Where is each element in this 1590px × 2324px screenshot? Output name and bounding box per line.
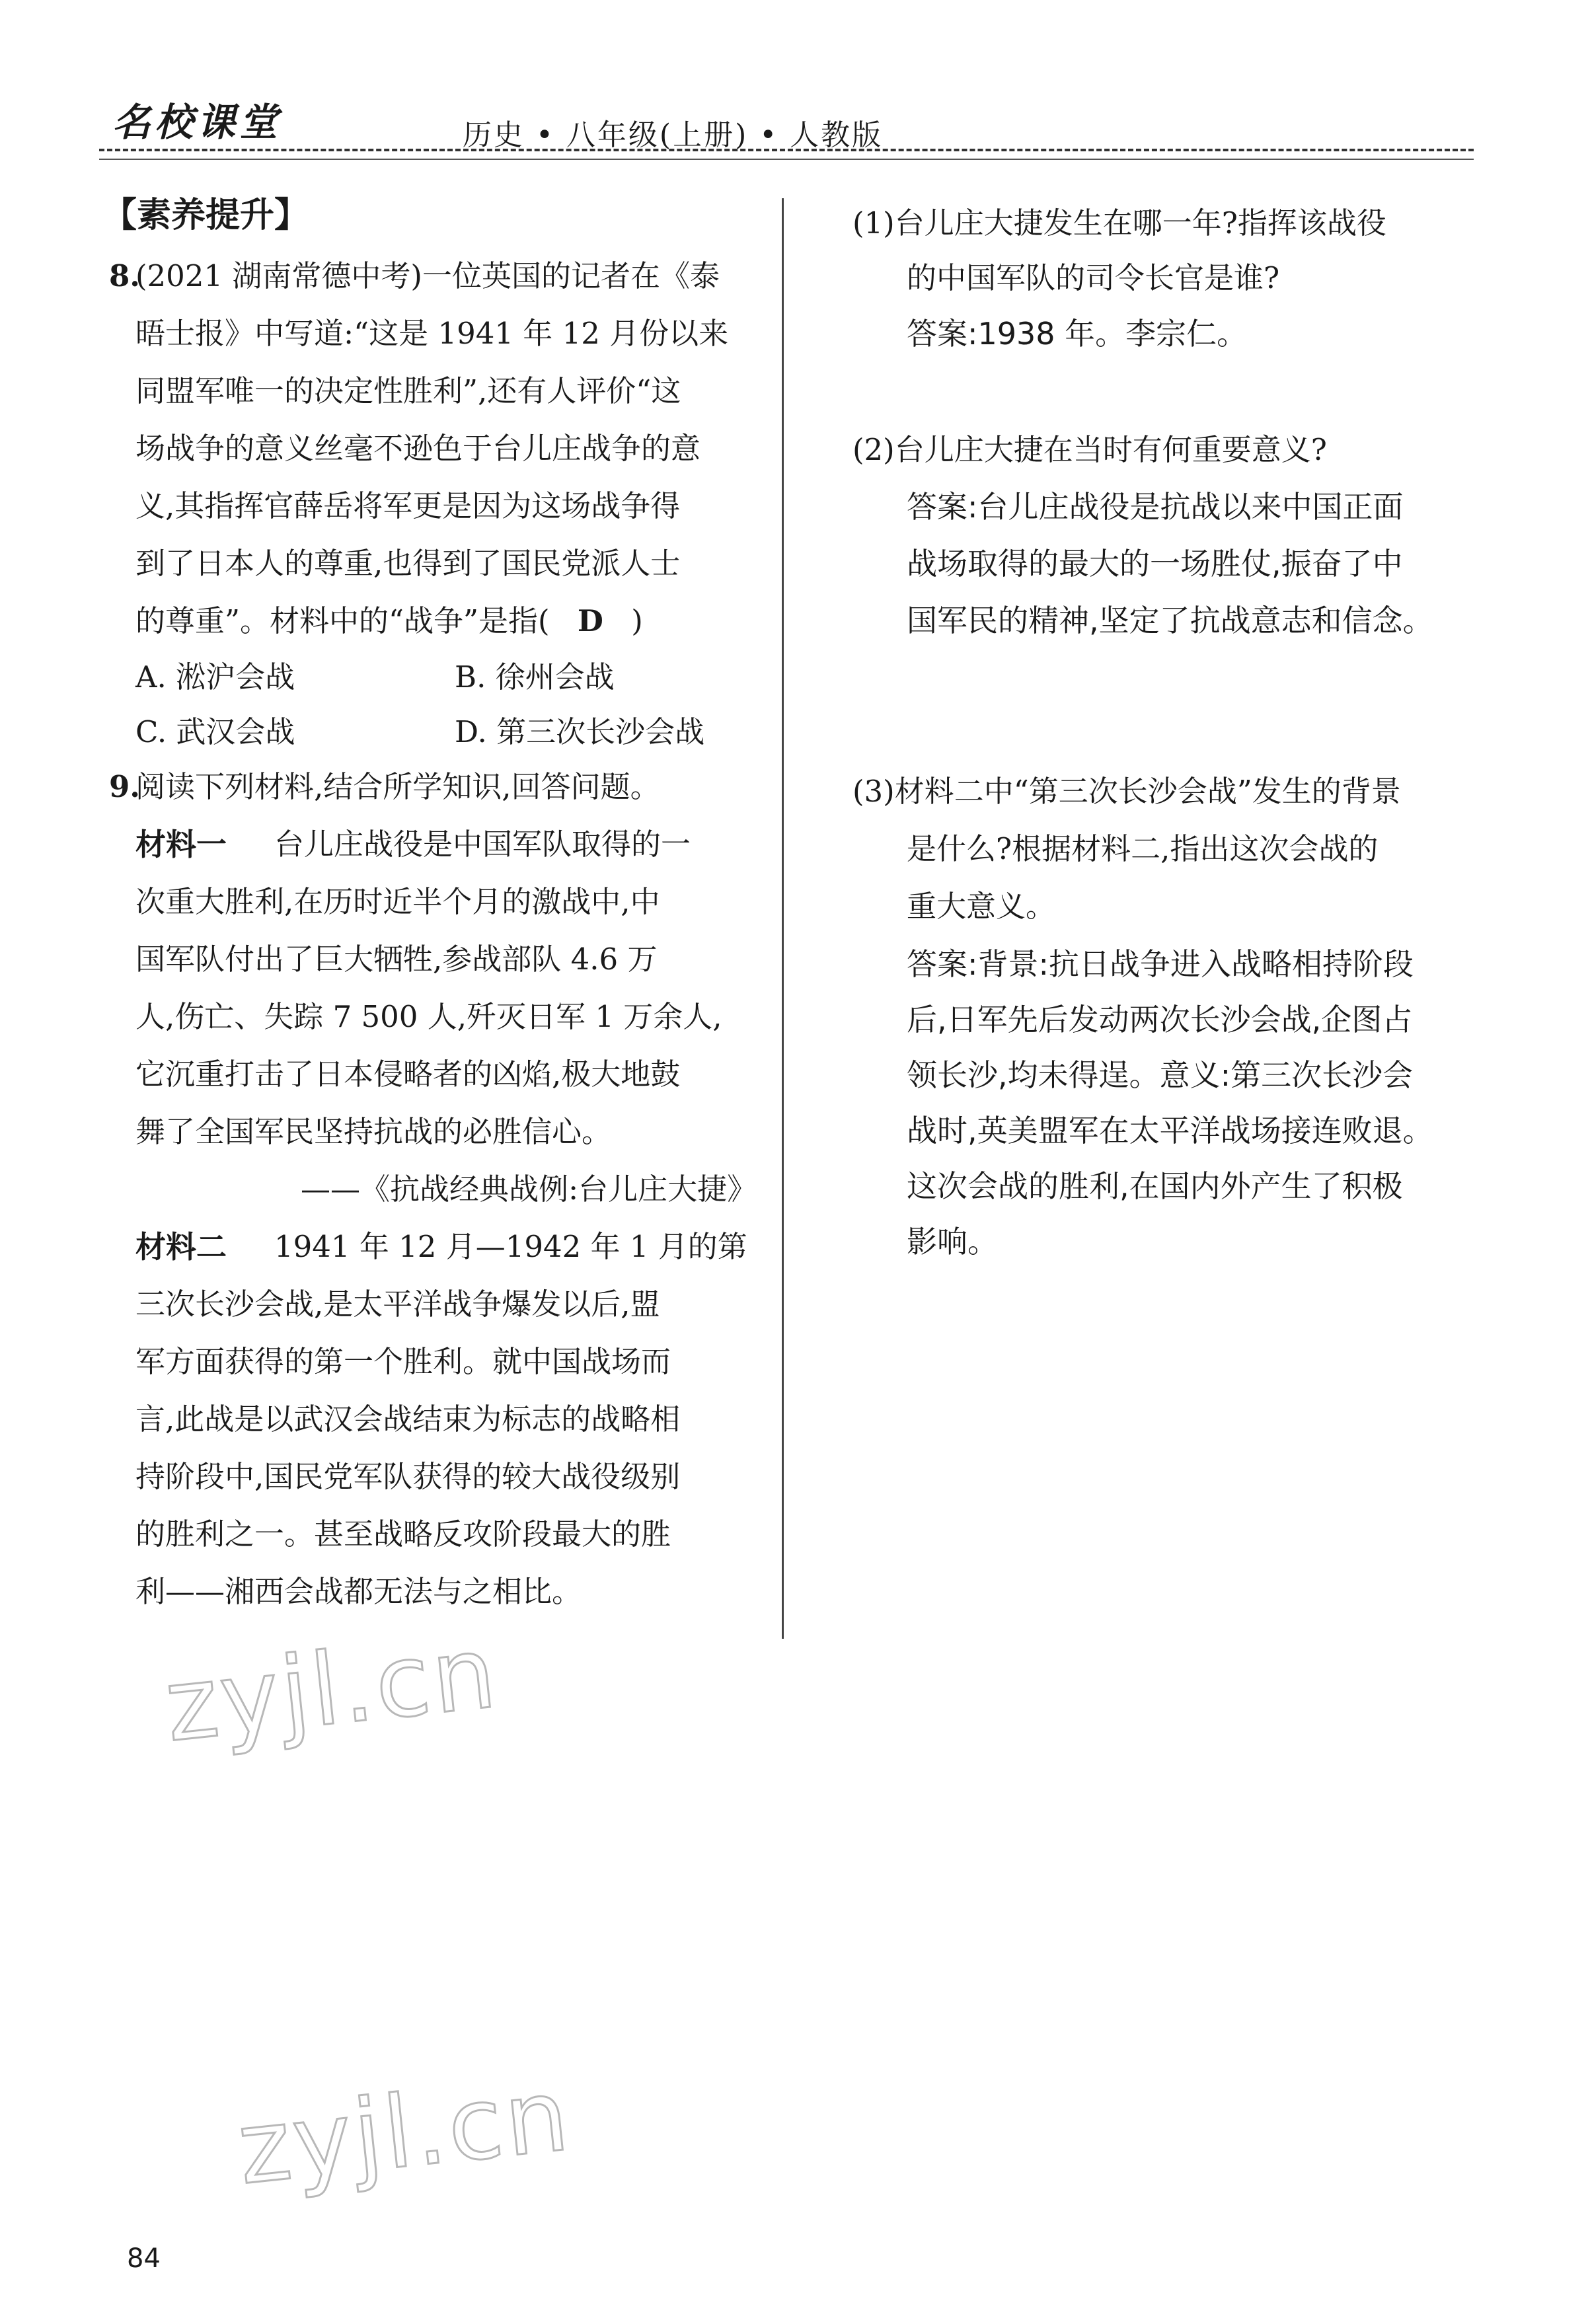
q8-last-line: 的尊重”。材料中的“战争”是指( <box>135 603 550 638</box>
sub3-question-line: 重大意义。 <box>907 889 1056 924</box>
material-one-line: 次重大胜利,在历时近半个月的激战中,中 <box>135 884 660 919</box>
q8-option-a: A. 淞沪会战 <box>135 659 295 694</box>
material-one-line: 台儿庄战役是中国军队取得的一 <box>274 827 691 862</box>
sub3-answer-line: 领长沙,均未得逞。意义:第三次长沙会 <box>907 1057 1414 1093</box>
sub2-answer-line: 国军民的精神,坚定了抗战意志和信念。 <box>907 603 1433 638</box>
q8-line: (2021 湖南常德中考)一位英国的记者在《泰 <box>135 258 720 293</box>
q9-number: 9. <box>109 769 140 804</box>
material-one-line: 它沉重打击了日本侵略者的凶焰,极大地鼓 <box>135 1057 681 1092</box>
q8-number: 8. <box>109 258 140 293</box>
header-rule <box>99 159 1474 160</box>
q8-line: 晤士报》中写道:“这是 1941 年 12 月份以来 <box>135 316 729 351</box>
q8-line: 同盟军唯一的决定性胜利”,还有人评价“这 <box>135 373 681 408</box>
sub2-answer-line: 答案:台儿庄战役是抗战以来中国正面 <box>907 489 1404 525</box>
q8-line: 义,其指挥官薛岳将军更是因为这场战争得 <box>135 488 681 523</box>
publisher-logo: 名校课堂 <box>112 100 282 145</box>
sub1-question-line: (1)台儿庄大捷发生在哪一年?指挥该战役 <box>852 206 1386 241</box>
sub1-question-line: 的中国军队的司令长官是谁? <box>907 260 1280 295</box>
material-two-line: 军方面获得的第一个胜利。就中国战场而 <box>135 1344 671 1379</box>
material-two-line: 利——湘西会战都无法与之相比。 <box>135 1574 582 1609</box>
material-two-line: 三次长沙会战,是太平洋战争爆发以后,盟 <box>135 1287 660 1322</box>
sub2-question-line: (2)台儿庄大捷在当时有何重要意义? <box>852 432 1327 467</box>
material-two-label: 材料二 <box>135 1229 227 1265</box>
page-number: 84 <box>127 2243 161 2274</box>
sub2-answer-line: 战场取得的最大的一场胜仗,振奋了中 <box>907 546 1403 581</box>
watermark: zyjl.cn <box>233 2058 576 2207</box>
material-one-line: 国军队付出了巨大牺牲,参战部队 4.6 万 <box>135 942 658 977</box>
q8-option-c: C. 武汉会战 <box>135 714 295 749</box>
material-two-line: 言,此战是以武汉会战结束为标志的战略相 <box>135 1402 681 1437</box>
sub3-answer-line: 影响。 <box>907 1224 998 1259</box>
sub3-answer-line: 后,日军先后发动两次长沙会战,企图占 <box>907 1002 1413 1037</box>
material-one-line: 舞了全国军民坚持抗战的必胜信心。 <box>135 1114 612 1149</box>
q8-close-paren: ) <box>631 603 643 638</box>
material-one-label: 材料一 <box>135 827 227 862</box>
q8-line: 到了日本人的尊重,也得到了国民党派人士 <box>135 546 681 581</box>
q8-option-d: D. 第三次长沙会战 <box>455 714 705 749</box>
material-two-line: 1941 年 12 月—1942 年 1 月的第 <box>274 1229 747 1264</box>
column-divider <box>782 198 784 1639</box>
sub3-question-line: 是什么?根据材料二,指出这次会战的 <box>907 831 1379 866</box>
q9-stem: 阅读下列材料,结合所学知识,回答问题。 <box>135 769 660 804</box>
sub3-answer-line: 战时,英美盟军在太平洋战场接连败退。 <box>907 1113 1433 1148</box>
sub3-answer-line: 这次会战的胜利,在国内外产生了积极 <box>907 1168 1403 1204</box>
q8-answer: D <box>577 603 603 638</box>
q8-line: 场战争的意义丝毫不逊色于台儿庄战争的意 <box>135 431 701 466</box>
sub3-answer-line: 答案:背景:抗日战争进入战略相持阶段 <box>907 946 1414 982</box>
sub1-answer: 答案:1938 年。李宗仁。 <box>907 316 1248 352</box>
subject-header: 历史 • 八年级(上册) • 人教版 <box>463 118 884 152</box>
q8-stem-end <box>135 603 643 638</box>
material-one-source: ——《抗战经典战例:台儿庄大捷》 <box>301 1172 757 1207</box>
sub3-question-line: (3)材料二中“第三次长沙会战”发生的背景 <box>852 774 1401 809</box>
section-title: 【素养提升】 <box>102 196 309 235</box>
material-one-line: 人,伤亡、失踪 7 500 人,歼灭日军 1 万余人, <box>135 999 722 1034</box>
header-dashed-rule <box>99 149 1474 151</box>
watermark: zyjl.cn <box>160 1615 504 1764</box>
material-two-line: 持阶段中,国民党军队获得的较大战役级别 <box>135 1459 681 1494</box>
q8-option-b: B. 徐州会战 <box>455 659 615 694</box>
material-two-line: 的胜利之一。甚至战略反攻阶段最大的胜 <box>135 1517 671 1552</box>
